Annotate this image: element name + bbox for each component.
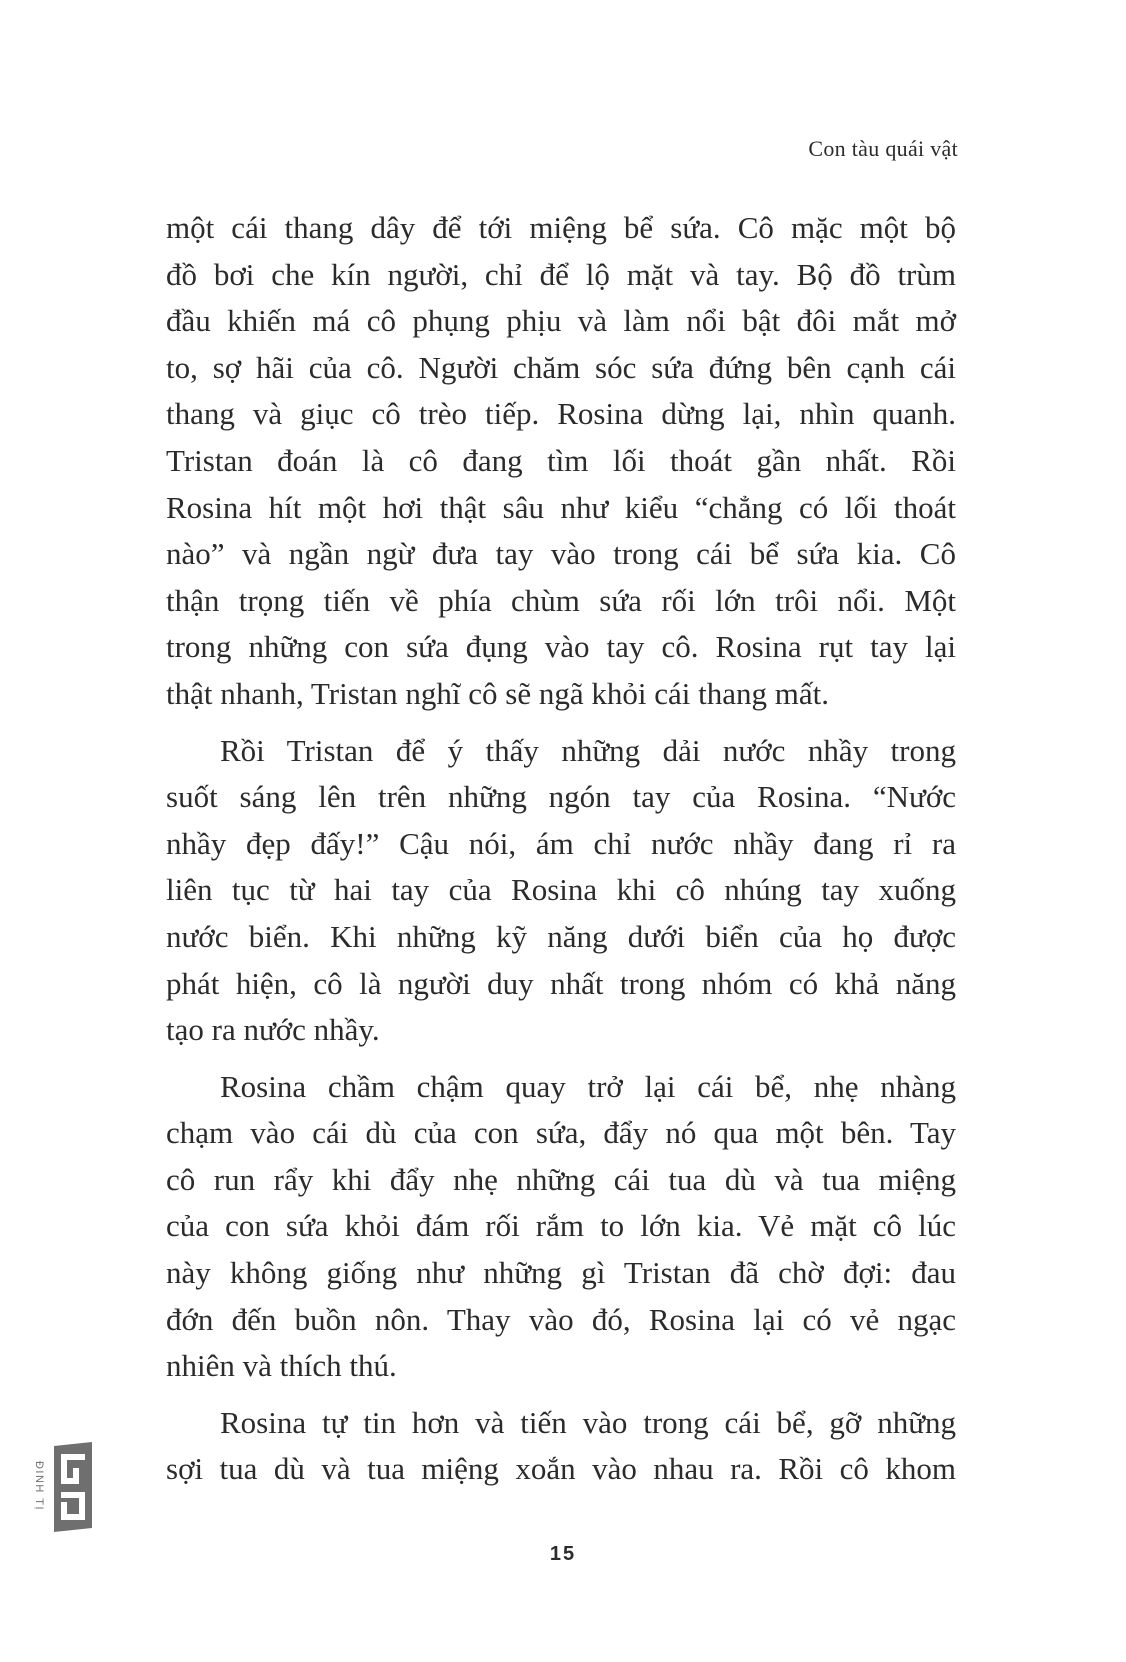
text-line: cô run rẩy khi đẩy nhẹ những cái tua dù và tua miệng — [166, 1161, 956, 1197]
body-text — [166, 205, 956, 1503]
text-line: thận trọng tiến về phía chùm sứa rối lớn trôi nổi. Một — [166, 582, 956, 618]
text-line: suốt sáng lên trên những ngón tay của Rosina. “Nước — [166, 779, 956, 815]
text-line: thật nhanh, Tristan nghĩ cô sẽ ngã khỏi cái thang mất. — [166, 675, 829, 711]
text-line: to, sợ hãi của cô. Người chăm sóc sứa đứng bên cạnh cái — [166, 349, 956, 385]
text-line: nước biển. Khi những kỹ năng dưới biển của họ được — [166, 918, 956, 954]
text-line: sợi tua dù và tua miệng xoắn vào nhau ra. Rồi cô khom — [166, 1451, 956, 1487]
paragraph — [166, 205, 956, 718]
text-line: thang và giục cô trèo tiếp. Rosina dừng lại, nhìn quanh. — [166, 396, 956, 432]
text-line: chạm vào cái dù của con sứa, đẩy nó qua một bên. Tay — [166, 1115, 956, 1151]
running-title: Con tàu quái vật — [808, 136, 958, 161]
text-line: này không giống như những gì Tristan đã chờ đợi: đau — [166, 1255, 956, 1291]
text-line: trong những con sứa đụng vào tay cô. Rosina rụt tay lại — [166, 629, 956, 665]
text-line: Rosina tự tin hơn và tiến vào trong cái bể, gỡ những — [220, 1404, 956, 1440]
text-line: phát hiện, cô là người duy nhất trong nhóm có khả năng — [166, 965, 956, 1001]
text-line: tạo ra nước nhầy. — [166, 1012, 380, 1048]
text-line: đồ bơi che kín người, chỉ để lộ mặt và tay. Bộ đồ trùm — [166, 256, 956, 292]
publisher-logo-icon — [22, 1438, 98, 1534]
text-line: nhầy đẹp đấy!” Cậu nói, ám chỉ nước nhầy đang rỉ ra — [166, 825, 956, 861]
text-line: nào” và ngần ngừ đưa tay vào trong cái bể sứa kia. Cô — [166, 536, 956, 572]
text-line: đầu khiến má cô phụng phịu và làm nổi bật đôi mắt mở — [166, 303, 956, 339]
text-line: của con sứa khỏi đám rối rắm to lớn kia. Vẻ mặt cô lúc — [166, 1208, 956, 1244]
text-line: nhiên và thích thú. — [166, 1348, 397, 1384]
text-line: Rosina chầm chậm quay trở lại cái bể, nhẹ nhàng — [220, 1068, 956, 1104]
text-line: một cái thang dây để tới miệng bể sứa. Cô mặc một bộ — [166, 210, 956, 245]
text-line: Tristan đoán là cô đang tìm lối thoát gần nhất. Rồi — [166, 442, 956, 478]
page-number: 15 — [549, 1543, 577, 1565]
text-line: Rồi Tristan để ý thấy những dải nước nhầy trong — [220, 732, 956, 768]
paragraph — [166, 1400, 956, 1493]
text-line: đớn đến buồn nôn. Thay vào đó, Rosina lại có vẻ ngạc — [166, 1301, 956, 1337]
logo-text: ĐINH TỊ — [33, 1460, 45, 1512]
paragraph — [166, 1064, 956, 1390]
paragraph — [166, 728, 956, 1054]
text-line: Rosina hít một hơi thật sâu như kiểu “chẳng có lối thoát — [166, 489, 956, 525]
text-line: liên tục từ hai tay của Rosina khi cô nhúng tay xuống — [166, 872, 956, 908]
